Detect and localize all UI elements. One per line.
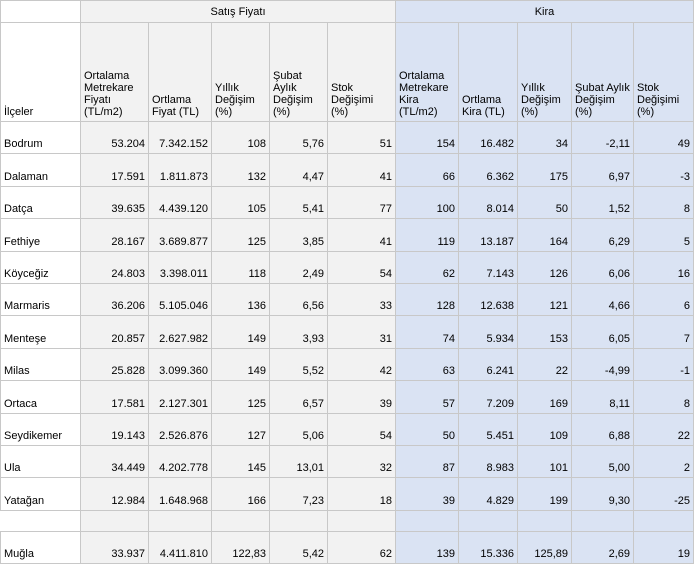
spacer-cell <box>328 510 396 531</box>
spacer-cell <box>149 510 212 531</box>
value-cell: 1,52 <box>572 186 634 218</box>
header-sale-avg-price: Ortlama Fiyat (TL) <box>149 23 212 122</box>
table-row <box>1 154 694 186</box>
value-cell: 32 <box>328 445 396 477</box>
value-cell: 16 <box>634 251 694 283</box>
value-cell: 5,41 <box>270 186 328 218</box>
value-cell: 5,06 <box>270 413 328 445</box>
value-cell: 39 <box>396 478 459 510</box>
value-cell: 6,56 <box>270 283 328 315</box>
value-cell: 153 <box>518 316 572 348</box>
value-cell: 22 <box>518 348 572 380</box>
value-cell: 6.362 <box>459 154 518 186</box>
value-cell: 63 <box>396 348 459 380</box>
value-cell: 33.937 <box>81 531 149 563</box>
value-cell: 1.811.873 <box>149 154 212 186</box>
empty-corner-cell <box>1 1 81 23</box>
value-cell: -4,99 <box>572 348 634 380</box>
value-cell: 3.398.011 <box>149 251 212 283</box>
value-cell: 6,29 <box>572 219 634 251</box>
value-cell: 54 <box>328 413 396 445</box>
value-cell: 4.829 <box>459 478 518 510</box>
total-row <box>1 531 694 563</box>
value-cell: 199 <box>518 478 572 510</box>
district-name-cell: Bodrum <box>1 122 81 154</box>
value-cell: 132 <box>212 154 270 186</box>
value-cell: 119 <box>396 219 459 251</box>
value-cell: 6,05 <box>572 316 634 348</box>
value-cell: 25.828 <box>81 348 149 380</box>
value-cell: 66 <box>396 154 459 186</box>
value-cell: 175 <box>518 154 572 186</box>
spacer-cell <box>212 510 270 531</box>
value-cell: 4,66 <box>572 283 634 315</box>
value-cell: 154 <box>396 122 459 154</box>
value-cell: 31 <box>328 316 396 348</box>
spacer-cell <box>518 510 572 531</box>
value-cell: 2.127.301 <box>149 381 212 413</box>
spacer-cell <box>572 510 634 531</box>
value-cell: 1.648.968 <box>149 478 212 510</box>
value-cell: 6,88 <box>572 413 634 445</box>
spacer-cell <box>634 510 694 531</box>
district-name-cell: Dalaman <box>1 154 81 186</box>
value-cell: 42 <box>328 348 396 380</box>
table-row <box>1 413 694 445</box>
value-cell: 5.105.046 <box>149 283 212 315</box>
value-cell: 6.241 <box>459 348 518 380</box>
value-cell: 5,76 <box>270 122 328 154</box>
value-cell: 121 <box>518 283 572 315</box>
value-cell: 39 <box>328 381 396 413</box>
value-cell: 12.984 <box>81 478 149 510</box>
value-cell: 7.342.152 <box>149 122 212 154</box>
value-cell: 54 <box>328 251 396 283</box>
value-cell: 166 <box>212 478 270 510</box>
value-cell: 28.167 <box>81 219 149 251</box>
value-cell: 101 <box>518 445 572 477</box>
value-cell: 118 <box>212 251 270 283</box>
group-sale-price: Satış Fiyatı <box>81 1 396 23</box>
value-cell: 2.526.876 <box>149 413 212 445</box>
value-cell: 3,85 <box>270 219 328 251</box>
value-cell: 57 <box>396 381 459 413</box>
spacer-cell <box>81 510 149 531</box>
spacer-cell <box>270 510 328 531</box>
value-cell: 6,97 <box>572 154 634 186</box>
district-name-cell: Köyceğiz <box>1 251 81 283</box>
value-cell: 125 <box>212 219 270 251</box>
table-row <box>1 122 694 154</box>
header-rent-yearly-change: Yıllık Değişim (%) <box>518 23 572 122</box>
value-cell: 5,42 <box>270 531 328 563</box>
value-cell: -2,11 <box>572 122 634 154</box>
value-cell: -1 <box>634 348 694 380</box>
header-rent-stock-change: Stok Değişimi (%) <box>634 23 694 122</box>
value-cell: 8 <box>634 186 694 218</box>
district-name-cell: Marmaris <box>1 283 81 315</box>
value-cell: 3.099.360 <box>149 348 212 380</box>
district-name-cell: Menteşe <box>1 316 81 348</box>
value-cell: 62 <box>328 531 396 563</box>
value-cell: 2 <box>634 445 694 477</box>
district-name-cell: Muğla <box>1 531 81 563</box>
value-cell: 109 <box>518 413 572 445</box>
value-cell: 62 <box>396 251 459 283</box>
value-cell: 5,52 <box>270 348 328 380</box>
table-row <box>1 316 694 348</box>
header-sale-sqm-price: Ortalama Metrekare Fiyatı (TL/m2) <box>81 23 149 122</box>
header-rent-sqm-price: Ortalama Metrekare Kira (TL/m2) <box>396 23 459 122</box>
value-cell: 7,23 <box>270 478 328 510</box>
value-cell: 20.857 <box>81 316 149 348</box>
value-cell: 18 <box>328 478 396 510</box>
district-name-cell: Ula <box>1 445 81 477</box>
table-row <box>1 478 694 510</box>
value-cell: 15.336 <box>459 531 518 563</box>
value-cell: 128 <box>396 283 459 315</box>
header-rent-avg: Ortlama Kira (TL) <box>459 23 518 122</box>
value-cell: 122,83 <box>212 531 270 563</box>
value-cell: 4.411.810 <box>149 531 212 563</box>
spacer-cell <box>459 510 518 531</box>
value-cell: 9,30 <box>572 478 634 510</box>
value-cell: 13,01 <box>270 445 328 477</box>
value-cell: 87 <box>396 445 459 477</box>
value-cell: 22 <box>634 413 694 445</box>
value-cell: 5 <box>634 219 694 251</box>
value-cell: 12.638 <box>459 283 518 315</box>
value-cell: 6,06 <box>572 251 634 283</box>
header-sale-yearly-change: Yıllık Değişim (%) <box>212 23 270 122</box>
value-cell: 126 <box>518 251 572 283</box>
value-cell: 100 <box>396 186 459 218</box>
group-rent: Kira <box>396 1 694 23</box>
value-cell: 3,93 <box>270 316 328 348</box>
table-row <box>1 283 694 315</box>
value-cell: 7 <box>634 316 694 348</box>
table-row <box>1 219 694 251</box>
value-cell: 4,47 <box>270 154 328 186</box>
value-cell: 149 <box>212 316 270 348</box>
value-cell: 8.014 <box>459 186 518 218</box>
value-cell: 34 <box>518 122 572 154</box>
value-cell: 19.143 <box>81 413 149 445</box>
value-cell: 2.627.982 <box>149 316 212 348</box>
value-cell: 125 <box>212 381 270 413</box>
value-cell: 8.983 <box>459 445 518 477</box>
table-row <box>1 186 694 218</box>
table-row <box>1 348 694 380</box>
value-cell: 6 <box>634 283 694 315</box>
value-cell: -3 <box>634 154 694 186</box>
value-cell: 7.209 <box>459 381 518 413</box>
value-cell: 16.482 <box>459 122 518 154</box>
column-header-row <box>1 23 694 122</box>
district-name-cell: Milas <box>1 348 81 380</box>
value-cell: 50 <box>518 186 572 218</box>
value-cell: 145 <box>212 445 270 477</box>
value-cell: 17.581 <box>81 381 149 413</box>
value-cell: 53.204 <box>81 122 149 154</box>
value-cell: 36.206 <box>81 283 149 315</box>
value-cell: 139 <box>396 531 459 563</box>
header-sale-stock-change: Stok Değişimi (%) <box>328 23 396 122</box>
value-cell: 5.934 <box>459 316 518 348</box>
district-name-cell: Datça <box>1 186 81 218</box>
header-rent-feb-change: Şubat Aylık Değişim (%) <box>572 23 634 122</box>
district-name-cell: Ortaca <box>1 381 81 413</box>
value-cell: -25 <box>634 478 694 510</box>
value-cell: 5,00 <box>572 445 634 477</box>
table-row <box>1 445 694 477</box>
value-cell: 50 <box>396 413 459 445</box>
value-cell: 4.202.778 <box>149 445 212 477</box>
value-cell: 34.449 <box>81 445 149 477</box>
spacer-row <box>1 510 694 531</box>
spacer-cell <box>396 510 459 531</box>
value-cell: 13.187 <box>459 219 518 251</box>
value-cell: 19 <box>634 531 694 563</box>
district-name-cell: Yatağan <box>1 478 81 510</box>
spacer-cell <box>1 510 81 531</box>
value-cell: 136 <box>212 283 270 315</box>
value-cell: 74 <box>396 316 459 348</box>
value-cell: 7.143 <box>459 251 518 283</box>
value-cell: 41 <box>328 219 396 251</box>
value-cell: 127 <box>212 413 270 445</box>
value-cell: 2,69 <box>572 531 634 563</box>
value-cell: 8 <box>634 381 694 413</box>
district-name-cell: Fethiye <box>1 219 81 251</box>
header-sale-feb-change: Şubat Aylık Değişim (%) <box>270 23 328 122</box>
value-cell: 149 <box>212 348 270 380</box>
value-cell: 77 <box>328 186 396 218</box>
value-cell: 3.689.877 <box>149 219 212 251</box>
value-cell: 39.635 <box>81 186 149 218</box>
district-name-cell: Seydikemer <box>1 413 81 445</box>
value-cell: 33 <box>328 283 396 315</box>
value-cell: 8,11 <box>572 381 634 413</box>
value-cell: 51 <box>328 122 396 154</box>
group-header-row <box>1 1 694 23</box>
value-cell: 4.439.120 <box>149 186 212 218</box>
value-cell: 2,49 <box>270 251 328 283</box>
value-cell: 5.451 <box>459 413 518 445</box>
value-cell: 105 <box>212 186 270 218</box>
value-cell: 6,57 <box>270 381 328 413</box>
header-district: İlçeler <box>1 23 81 122</box>
value-cell: 41 <box>328 154 396 186</box>
table-row <box>1 381 694 413</box>
value-cell: 169 <box>518 381 572 413</box>
table-row <box>1 251 694 283</box>
value-cell: 24.803 <box>81 251 149 283</box>
value-cell: 125,89 <box>518 531 572 563</box>
value-cell: 164 <box>518 219 572 251</box>
value-cell: 108 <box>212 122 270 154</box>
value-cell: 17.591 <box>81 154 149 186</box>
value-cell: 49 <box>634 122 694 154</box>
